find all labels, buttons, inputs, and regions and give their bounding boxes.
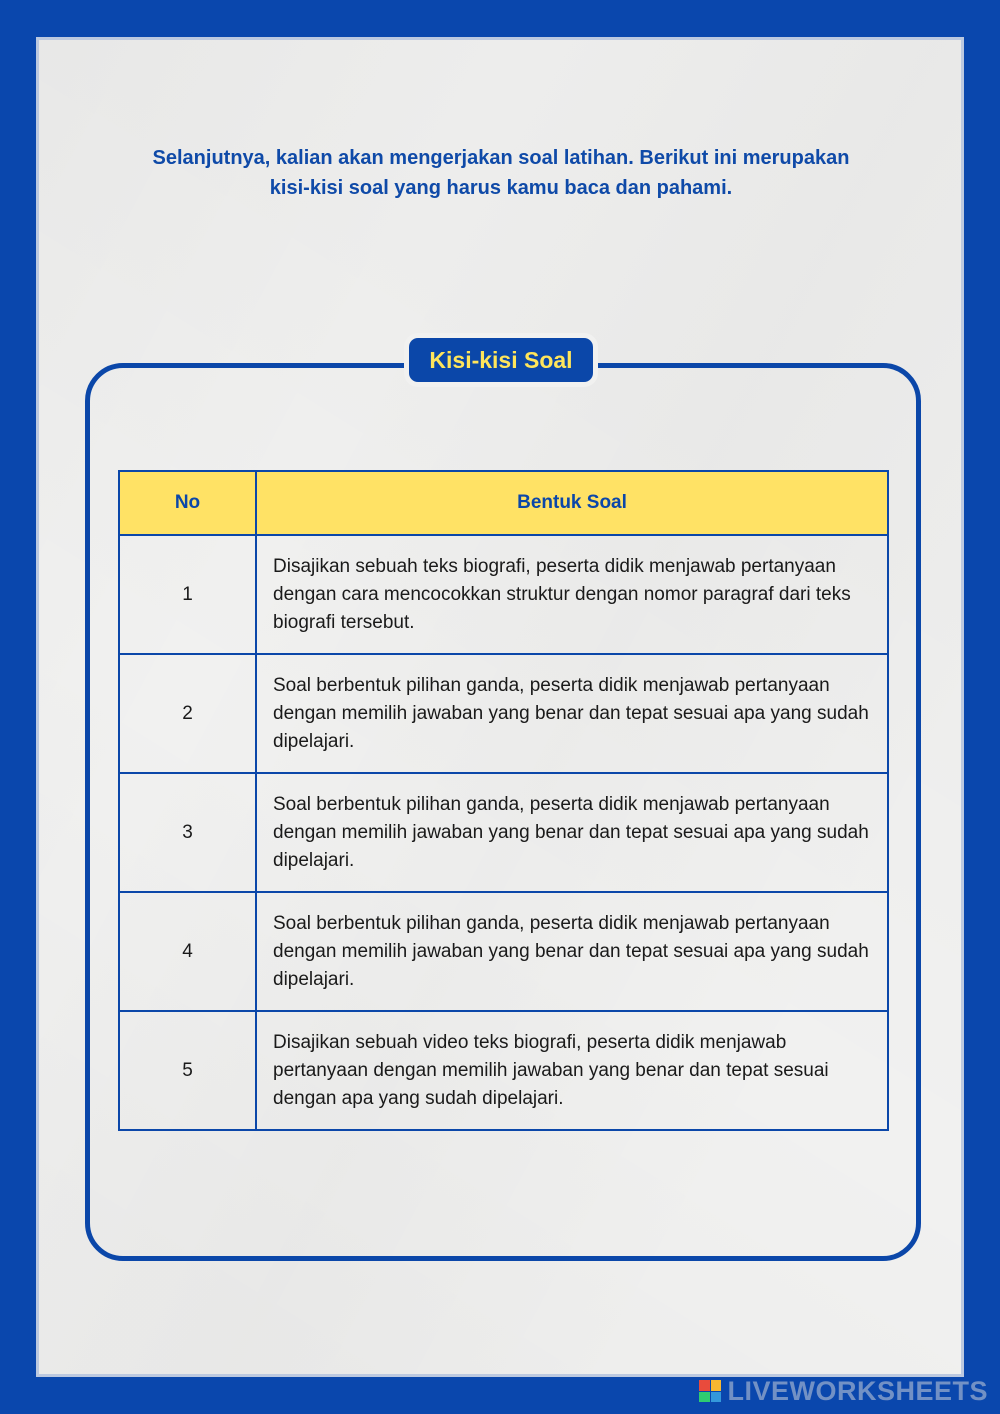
row-number: 2 (119, 654, 256, 773)
intro-line-2: kisi-kisi soal yang harus kamu baca dan pahami. (269, 177, 733, 199)
table-header-row (119, 471, 888, 535)
watermark-text: LIVEWORKSHEETS (727, 1375, 988, 1406)
table-row (119, 654, 888, 773)
table-row (119, 535, 888, 654)
row-number: 3 (119, 773, 256, 892)
header-no: No (119, 471, 256, 535)
row-description: Disajikan sebuah video teks biografi, peserta didik menjawab pertanyaan dengan memilih jawaban yang benar dan tepat sesuai dengan apa yang sudah dipelajari. (256, 1011, 888, 1130)
header-bentuk-soal: Bentuk Soal (256, 471, 888, 535)
table-row (119, 773, 888, 892)
table-row (119, 892, 888, 1011)
row-number: 1 (119, 535, 256, 654)
row-description: Disajikan sebuah teks biografi, peserta didik menjawab pertanyaan dengan cara mencocokkan struktur dengan nomor paragraf dari teks biografi tersebut. (256, 535, 888, 654)
row-description: Soal berbentuk pilihan ganda, peserta didik menjawab pertanyaan dengan memilih jawaban yang benar dan tepat sesuai apa yang sudah dipelajari. (256, 892, 888, 1011)
table-row (119, 1011, 888, 1130)
intro-text (111, 143, 891, 203)
intro-line-1: Selanjutnya, kalian akan mengerjakan soal latihan. Berikut ini merupakan (152, 147, 850, 169)
liveworksheets-logo-icon (699, 1380, 721, 1402)
liveworksheets-watermark (699, 1376, 988, 1406)
row-number: 5 (119, 1011, 256, 1130)
worksheet-page (36, 37, 964, 1377)
kisi-kisi-table (118, 470, 889, 1131)
row-description: Soal berbentuk pilihan ganda, peserta didik menjawab pertanyaan dengan memilih jawaban yang benar dan tepat sesuai apa yang sudah dipelajari. (256, 654, 888, 773)
row-number: 4 (119, 892, 256, 1011)
panel-title: Kisi-kisi Soal (409, 338, 593, 382)
row-description: Soal berbentuk pilihan ganda, peserta didik menjawab pertanyaan dengan memilih jawaban yang benar dan tepat sesuai apa yang sudah dipelajari. (256, 773, 888, 892)
